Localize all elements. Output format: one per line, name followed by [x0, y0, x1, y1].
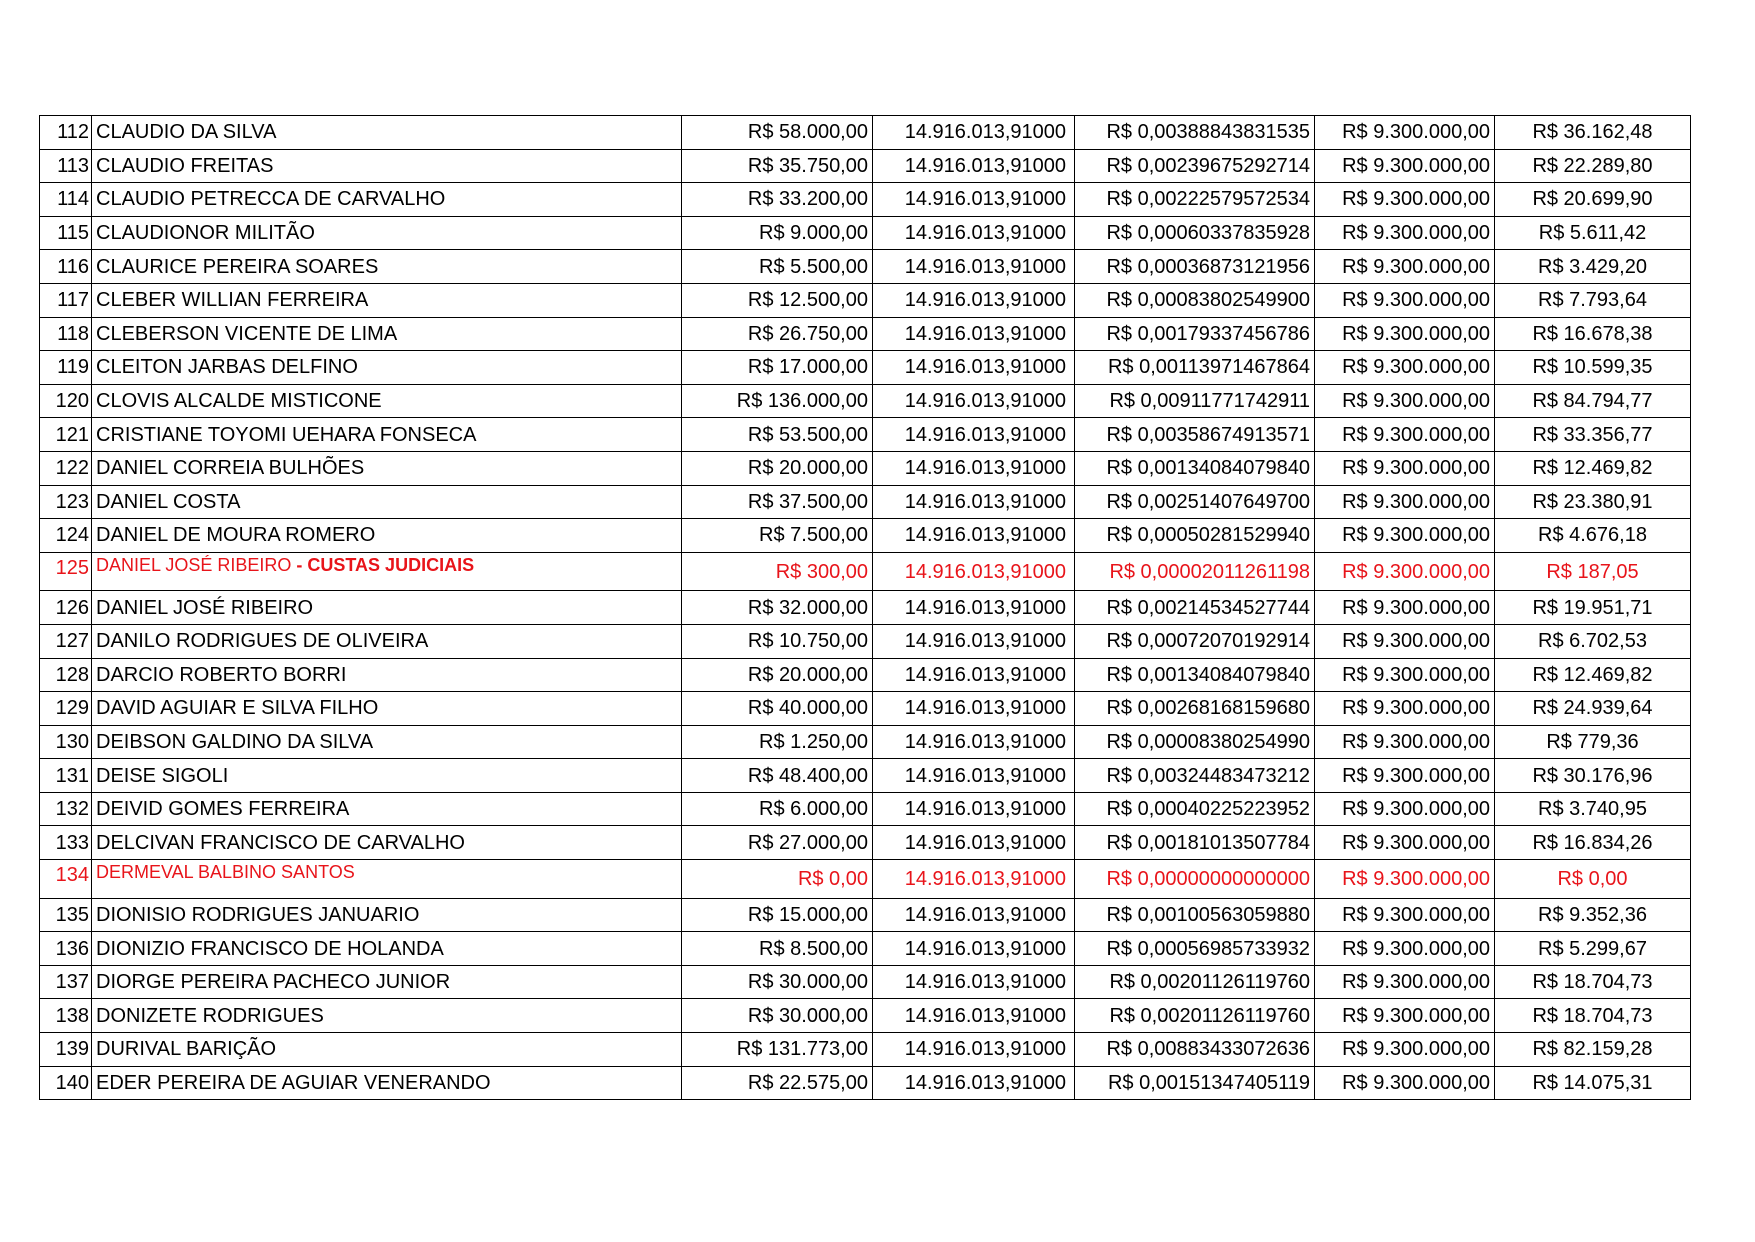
amount-distributed: R$ 9.300.000,00	[1315, 624, 1495, 658]
proportion: R$ 0,00883433072636	[1075, 1033, 1315, 1067]
creditor-name	[92, 485, 682, 519]
creditor-name	[92, 759, 682, 793]
table-row	[40, 1066, 1691, 1100]
credit-value: R$ 1.250,00	[682, 725, 873, 759]
proportion: R$ 0,00060337835928	[1075, 216, 1315, 250]
table-row	[40, 898, 1691, 932]
proportion: R$ 0,00056985733932	[1075, 932, 1315, 966]
creditor-name	[92, 999, 682, 1033]
creditor-name	[92, 216, 682, 250]
creditor-name	[92, 183, 682, 217]
total-base: 14.916.013,91000	[873, 552, 1075, 591]
total-base: 14.916.013,91000	[873, 591, 1075, 625]
creditor-name-text: CRISTIANE TOYOMI UEHARA FONSECA	[96, 423, 477, 446]
credit-value: R$ 48.400,00	[682, 759, 873, 793]
table-row	[40, 384, 1691, 418]
total-base: 14.916.013,91000	[873, 183, 1075, 217]
total-base: 14.916.013,91000	[873, 860, 1075, 899]
creditor-name	[92, 351, 682, 385]
share-value: R$ 84.794,77	[1495, 384, 1691, 418]
proportion: R$ 0,00239675292714	[1075, 149, 1315, 183]
creditor-name-text: DEIVID GOMES FERREIRA	[96, 798, 350, 821]
share-value: R$ 16.834,26	[1495, 826, 1691, 860]
creditor-name-text: DANIEL COSTA	[96, 490, 241, 513]
total-base: 14.916.013,91000	[873, 451, 1075, 485]
creditor-name	[92, 1066, 682, 1100]
total-base: 14.916.013,91000	[873, 759, 1075, 793]
total-base: 14.916.013,91000	[873, 384, 1075, 418]
creditor-name	[92, 725, 682, 759]
share-value: R$ 14.075,31	[1495, 1066, 1691, 1100]
creditor-name	[92, 384, 682, 418]
credit-value: R$ 40.000,00	[682, 692, 873, 726]
proportion: R$ 0,00201126119760	[1075, 999, 1315, 1033]
creditor-name-text: DIONIZIO FRANCISCO DE HOLANDA	[96, 937, 444, 960]
row-number: 119	[40, 351, 92, 385]
creditor-name	[92, 116, 682, 150]
credit-value: R$ 17.000,00	[682, 351, 873, 385]
table-row	[40, 317, 1691, 351]
amount-distributed: R$ 9.300.000,00	[1315, 692, 1495, 726]
proportion: R$ 0,00008380254990	[1075, 725, 1315, 759]
creditor-name-text: CLAUDIONOR MILITÃO	[96, 222, 315, 245]
share-value: R$ 12.469,82	[1495, 658, 1691, 692]
proportion: R$ 0,00040225223952	[1075, 792, 1315, 826]
creditor-name	[92, 317, 682, 351]
creditor-name-text: DANIEL DE MOURA ROMERO	[96, 524, 376, 547]
table-row	[40, 624, 1691, 658]
table-row	[40, 999, 1691, 1033]
spreadsheet-page	[39, 115, 1691, 1100]
creditor-name-text: CLAUDIO FREITAS	[96, 154, 274, 177]
table-row	[40, 451, 1691, 485]
amount-distributed: R$ 9.300.000,00	[1315, 965, 1495, 999]
table-row	[40, 116, 1691, 150]
credit-value: R$ 26.750,00	[682, 317, 873, 351]
credit-value: R$ 32.000,00	[682, 591, 873, 625]
proportion: R$ 0,00072070192914	[1075, 624, 1315, 658]
amount-distributed: R$ 9.300.000,00	[1315, 216, 1495, 250]
share-value: R$ 82.159,28	[1495, 1033, 1691, 1067]
amount-distributed: R$ 9.300.000,00	[1315, 932, 1495, 966]
credit-value: R$ 37.500,00	[682, 485, 873, 519]
creditor-note: - CUSTAS JUDICIAIS	[291, 554, 475, 575]
proportion: R$ 0,00214534527744	[1075, 591, 1315, 625]
row-number: 130	[40, 725, 92, 759]
table-body	[40, 116, 1691, 1100]
row-number: 140	[40, 1066, 92, 1100]
table-row	[40, 418, 1691, 452]
total-base: 14.916.013,91000	[873, 418, 1075, 452]
credit-value: R$ 27.000,00	[682, 826, 873, 860]
share-value: R$ 18.704,73	[1495, 999, 1691, 1033]
amount-distributed: R$ 9.300.000,00	[1315, 418, 1495, 452]
total-base: 14.916.013,91000	[873, 116, 1075, 150]
creditor-name	[92, 624, 682, 658]
creditor-name	[92, 149, 682, 183]
table-row	[40, 485, 1691, 519]
row-number: 138	[40, 999, 92, 1033]
share-value: R$ 23.380,91	[1495, 485, 1691, 519]
row-number: 137	[40, 965, 92, 999]
total-base: 14.916.013,91000	[873, 624, 1075, 658]
proportion: R$ 0,00134084079840	[1075, 658, 1315, 692]
creditor-name-text: DIONISIO RODRIGUES JANUARIO	[96, 903, 420, 926]
table-row	[40, 826, 1691, 860]
share-value: R$ 5.611,42	[1495, 216, 1691, 250]
row-number: 129	[40, 692, 92, 726]
amount-distributed: R$ 9.300.000,00	[1315, 116, 1495, 150]
total-base: 14.916.013,91000	[873, 692, 1075, 726]
amount-distributed: R$ 9.300.000,00	[1315, 999, 1495, 1033]
share-value: R$ 7.793,64	[1495, 283, 1691, 317]
proportion: R$ 0,00324483473212	[1075, 759, 1315, 793]
total-base: 14.916.013,91000	[873, 932, 1075, 966]
total-base: 14.916.013,91000	[873, 317, 1075, 351]
creditor-name	[92, 965, 682, 999]
row-number: 116	[40, 250, 92, 284]
amount-distributed: R$ 9.300.000,00	[1315, 149, 1495, 183]
creditor-name-text: CLEITON JARBAS DELFINO	[96, 356, 358, 379]
creditor-name-text: DELCIVAN FRANCISCO DE CARVALHO	[96, 831, 465, 854]
credit-value: R$ 7.500,00	[682, 519, 873, 553]
total-base: 14.916.013,91000	[873, 1066, 1075, 1100]
share-value: R$ 12.469,82	[1495, 451, 1691, 485]
share-value: R$ 5.299,67	[1495, 932, 1691, 966]
total-base: 14.916.013,91000	[873, 965, 1075, 999]
credit-value: R$ 136.000,00	[682, 384, 873, 418]
proportion: R$ 0,00036873121956	[1075, 250, 1315, 284]
share-value: R$ 16.678,38	[1495, 317, 1691, 351]
creditor-name	[92, 658, 682, 692]
row-number: 121	[40, 418, 92, 452]
creditor-name	[92, 283, 682, 317]
row-number: 133	[40, 826, 92, 860]
total-base: 14.916.013,91000	[873, 149, 1075, 183]
amount-distributed: R$ 9.300.000,00	[1315, 759, 1495, 793]
table-row	[40, 658, 1691, 692]
creditor-name-text: CLEBERSON VICENTE DE LIMA	[96, 322, 398, 345]
creditor-name	[92, 898, 682, 932]
credit-value: R$ 35.750,00	[682, 149, 873, 183]
row-number: 125	[40, 552, 92, 591]
total-base: 14.916.013,91000	[873, 999, 1075, 1033]
proportion: R$ 0,00002011261198	[1075, 552, 1315, 591]
amount-distributed: R$ 9.300.000,00	[1315, 552, 1495, 591]
creditor-name-text: EDER PEREIRA DE AGUIAR VENERANDO	[96, 1071, 491, 1094]
share-value: R$ 187,05	[1495, 552, 1691, 591]
row-number: 122	[40, 451, 92, 485]
credit-value: R$ 53.500,00	[682, 418, 873, 452]
creditor-name-text: CLAUDIO DA SILVA	[96, 121, 277, 144]
creditor-name-text: DANIEL JOSÉ RIBEIRO	[96, 554, 292, 575]
proportion: R$ 0,00268168159680	[1075, 692, 1315, 726]
credit-value: R$ 58.000,00	[682, 116, 873, 150]
creditor-name-text: DARCIO ROBERTO BORRI	[96, 663, 347, 686]
amount-distributed: R$ 9.300.000,00	[1315, 351, 1495, 385]
row-number: 115	[40, 216, 92, 250]
total-base: 14.916.013,91000	[873, 485, 1075, 519]
share-value: R$ 9.352,36	[1495, 898, 1691, 932]
credit-value: R$ 131.773,00	[682, 1033, 873, 1067]
amount-distributed: R$ 9.300.000,00	[1315, 792, 1495, 826]
table-row	[40, 692, 1691, 726]
credit-value: R$ 20.000,00	[682, 451, 873, 485]
row-number: 113	[40, 149, 92, 183]
credit-value: R$ 8.500,00	[682, 932, 873, 966]
total-base: 14.916.013,91000	[873, 1033, 1075, 1067]
table-row	[40, 283, 1691, 317]
proportion: R$ 0,00050281529940	[1075, 519, 1315, 553]
proportion: R$ 0,00388843831535	[1075, 116, 1315, 150]
total-base: 14.916.013,91000	[873, 826, 1075, 860]
row-number: 139	[40, 1033, 92, 1067]
credit-value: R$ 33.200,00	[682, 183, 873, 217]
share-value: R$ 36.162,48	[1495, 116, 1691, 150]
creditor-name	[92, 1033, 682, 1067]
row-number: 136	[40, 932, 92, 966]
share-value: R$ 4.676,18	[1495, 519, 1691, 553]
share-value: R$ 3.429,20	[1495, 250, 1691, 284]
total-base: 14.916.013,91000	[873, 898, 1075, 932]
credit-value: R$ 20.000,00	[682, 658, 873, 692]
total-base: 14.916.013,91000	[873, 792, 1075, 826]
creditor-name	[92, 250, 682, 284]
total-base: 14.916.013,91000	[873, 216, 1075, 250]
share-value: R$ 22.289,80	[1495, 149, 1691, 183]
creditor-name-text: DAVID AGUIAR E SILVA FILHO	[96, 697, 379, 720]
share-value: R$ 779,36	[1495, 725, 1691, 759]
amount-distributed: R$ 9.300.000,00	[1315, 658, 1495, 692]
amount-distributed: R$ 9.300.000,00	[1315, 860, 1495, 899]
total-base: 14.916.013,91000	[873, 725, 1075, 759]
amount-distributed: R$ 9.300.000,00	[1315, 317, 1495, 351]
creditor-name	[92, 826, 682, 860]
creditor-name	[92, 792, 682, 826]
table-row	[40, 792, 1691, 826]
creditor-name-text: CLAUDIO PETRECCA DE CARVALHO	[96, 188, 446, 211]
credit-value: R$ 30.000,00	[682, 999, 873, 1033]
creditor-name-text: DERMEVAL BALBINO SANTOS	[96, 862, 355, 883]
row-number: 127	[40, 624, 92, 658]
share-value: R$ 3.740,95	[1495, 792, 1691, 826]
creditor-name-text: DURIVAL BARIÇÃO	[96, 1038, 277, 1061]
proportion: R$ 0,00181013507784	[1075, 826, 1315, 860]
amount-distributed: R$ 9.300.000,00	[1315, 485, 1495, 519]
amount-distributed: R$ 9.300.000,00	[1315, 250, 1495, 284]
row-number: 118	[40, 317, 92, 351]
share-value: R$ 30.176,96	[1495, 759, 1691, 793]
table-row	[40, 250, 1691, 284]
amount-distributed: R$ 9.300.000,00	[1315, 826, 1495, 860]
table-row	[40, 725, 1691, 759]
table-row	[40, 965, 1691, 999]
row-number: 112	[40, 116, 92, 150]
amount-distributed: R$ 9.300.000,00	[1315, 898, 1495, 932]
creditor-name	[92, 932, 682, 966]
row-number: 114	[40, 183, 92, 217]
creditor-name-text: DONIZETE RODRIGUES	[96, 1004, 324, 1027]
total-base: 14.916.013,91000	[873, 351, 1075, 385]
table-row	[40, 932, 1691, 966]
creditor-name	[92, 591, 682, 625]
proportion: R$ 0,00151347405119	[1075, 1066, 1315, 1100]
total-base: 14.916.013,91000	[873, 250, 1075, 284]
credit-value: R$ 6.000,00	[682, 792, 873, 826]
credit-value: R$ 30.000,00	[682, 965, 873, 999]
credit-value: R$ 22.575,00	[682, 1066, 873, 1100]
share-value: R$ 0,00	[1495, 860, 1691, 899]
credit-value: R$ 12.500,00	[682, 283, 873, 317]
credit-value: R$ 300,00	[682, 552, 873, 591]
total-base: 14.916.013,91000	[873, 658, 1075, 692]
creditor-name-text: DANILO RODRIGUES DE OLIVEIRA	[96, 630, 429, 653]
proportion: R$ 0,00113971467864	[1075, 351, 1315, 385]
amount-distributed: R$ 9.300.000,00	[1315, 384, 1495, 418]
share-value: R$ 6.702,53	[1495, 624, 1691, 658]
share-value: R$ 19.951,71	[1495, 591, 1691, 625]
proportion: R$ 0,00201126119760	[1075, 965, 1315, 999]
proportion: R$ 0,00179337456786	[1075, 317, 1315, 351]
credit-value: R$ 15.000,00	[682, 898, 873, 932]
proportion: R$ 0,00134084079840	[1075, 451, 1315, 485]
creditor-name-text: DANIEL CORREIA BULHÕES	[96, 457, 365, 480]
creditor-name-text: CLEBER WILLIAN FERREIRA	[96, 289, 369, 312]
creditor-name	[92, 860, 682, 899]
creditors-table	[39, 115, 1691, 1100]
proportion: R$ 0,00000000000000	[1075, 860, 1315, 899]
table-row	[40, 860, 1691, 899]
table-row	[40, 216, 1691, 250]
amount-distributed: R$ 9.300.000,00	[1315, 591, 1495, 625]
creditor-name	[92, 692, 682, 726]
credit-value: R$ 9.000,00	[682, 216, 873, 250]
amount-distributed: R$ 9.300.000,00	[1315, 283, 1495, 317]
table-row	[40, 552, 1691, 591]
proportion: R$ 0,00251407649700	[1075, 485, 1315, 519]
amount-distributed: R$ 9.300.000,00	[1315, 451, 1495, 485]
proportion: R$ 0,00222579572534	[1075, 183, 1315, 217]
row-number: 124	[40, 519, 92, 553]
share-value: R$ 18.704,73	[1495, 965, 1691, 999]
row-number: 126	[40, 591, 92, 625]
row-number: 134	[40, 860, 92, 899]
row-number: 132	[40, 792, 92, 826]
credit-value: R$ 5.500,00	[682, 250, 873, 284]
creditor-name-text: CLOVIS ALCALDE MISTICONE	[96, 390, 382, 413]
proportion: R$ 0,00911771742911	[1075, 384, 1315, 418]
creditor-name-text: DEIBSON GALDINO DA SILVA	[96, 730, 374, 753]
share-value: R$ 20.699,90	[1495, 183, 1691, 217]
row-number: 135	[40, 898, 92, 932]
share-value: R$ 33.356,77	[1495, 418, 1691, 452]
total-base: 14.916.013,91000	[873, 283, 1075, 317]
share-value: R$ 10.599,35	[1495, 351, 1691, 385]
creditor-name	[92, 451, 682, 485]
proportion: R$ 0,00083802549900	[1075, 283, 1315, 317]
credit-value: R$ 0,00	[682, 860, 873, 899]
creditor-name-text: CLAURICE PEREIRA SOARES	[96, 255, 379, 278]
credit-value: R$ 10.750,00	[682, 624, 873, 658]
row-number: 123	[40, 485, 92, 519]
table-row	[40, 591, 1691, 625]
creditor-name	[92, 418, 682, 452]
amount-distributed: R$ 9.300.000,00	[1315, 1033, 1495, 1067]
table-row	[40, 1033, 1691, 1067]
creditor-name-text: DEISE SIGOLI	[96, 764, 229, 787]
table-row	[40, 519, 1691, 553]
table-row	[40, 149, 1691, 183]
table-row	[40, 351, 1691, 385]
row-number: 117	[40, 283, 92, 317]
row-number: 128	[40, 658, 92, 692]
proportion: R$ 0,00358674913571	[1075, 418, 1315, 452]
row-number: 120	[40, 384, 92, 418]
amount-distributed: R$ 9.300.000,00	[1315, 725, 1495, 759]
creditor-name-text: DANIEL JOSÉ RIBEIRO	[96, 596, 314, 619]
share-value: R$ 24.939,64	[1495, 692, 1691, 726]
row-number: 131	[40, 759, 92, 793]
amount-distributed: R$ 9.300.000,00	[1315, 519, 1495, 553]
creditor-name-text: DIORGE PEREIRA PACHECO JUNIOR	[96, 971, 451, 994]
table-row	[40, 183, 1691, 217]
proportion: R$ 0,00100563059880	[1075, 898, 1315, 932]
creditor-name	[92, 519, 682, 553]
table-row	[40, 759, 1691, 793]
amount-distributed: R$ 9.300.000,00	[1315, 1066, 1495, 1100]
total-base: 14.916.013,91000	[873, 519, 1075, 553]
amount-distributed: R$ 9.300.000,00	[1315, 183, 1495, 217]
creditor-name	[92, 552, 682, 591]
